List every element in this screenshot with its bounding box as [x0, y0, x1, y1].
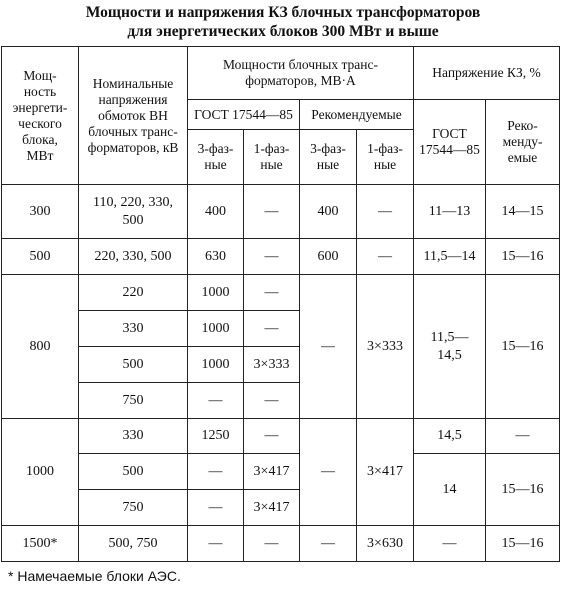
cell-voltage: 220, 330, 500: [79, 239, 188, 275]
table-title: [0, 3, 566, 41]
cell-sc-rec: 15—16: [486, 454, 560, 526]
cell-voltage: 500, 750: [79, 526, 188, 562]
cell-gost-3: 630: [188, 239, 244, 275]
cell-voltage: 330: [79, 419, 188, 454]
cell-gost-1: 3×417: [244, 490, 300, 526]
cell-voltage: 330: [79, 311, 188, 347]
cell-sc-gost: 14,5: [414, 419, 486, 454]
cell-rec-3: —: [300, 419, 357, 526]
table-row: [2, 419, 560, 454]
cell-sc-gost: —: [414, 526, 486, 562]
cell-rec-3: 600: [300, 239, 357, 275]
cell-rec-1: 3×417: [357, 419, 414, 526]
title-line-1: Мощности и напряжения КЗ блочных трансформаторов: [85, 4, 481, 21]
header-recommended: Рекомендуемые: [300, 100, 414, 130]
table-row: [2, 185, 560, 239]
header-sc-voltage: Напряжение КЗ, %: [414, 47, 560, 100]
cell-gost-1: —: [244, 275, 300, 311]
cell-voltage: 500: [79, 454, 188, 490]
cell-gost-3: 400: [188, 185, 244, 239]
cell-sc-rec: —: [486, 419, 560, 454]
table-row: [2, 526, 560, 562]
cell-voltage: 750: [79, 383, 188, 419]
table-row: [2, 454, 560, 490]
header-gost-three-phase: 3-фаз- ные: [188, 130, 244, 185]
table-row: [2, 239, 560, 275]
cell-gost-1: —: [244, 383, 300, 419]
cell-block: 500: [2, 239, 79, 275]
header-power-group: Мощности блочных транс- форматоров, МВ·А: [188, 47, 414, 100]
footnote: * Намечаемые блоки АЭС.: [8, 568, 181, 584]
header-block-power: Мощ- ность энергети- ческого блока, МВт: [2, 47, 79, 185]
cell-block: 800: [2, 275, 79, 419]
cell-gost-1: —: [244, 185, 300, 239]
title-line-2: для энергетических блоков 300 МВт и выше: [127, 23, 439, 40]
cell-block: 1500*: [2, 526, 79, 562]
cell-rec-3: 400: [300, 185, 357, 239]
cell-gost-3: —: [188, 454, 244, 490]
header-rec-three-phase: 3-фаз- ные: [300, 130, 357, 185]
cell-rec-1: —: [357, 185, 414, 239]
cell-voltage: 110, 220, 330, 500: [79, 185, 188, 239]
cell-rec-1: 3×333: [357, 275, 414, 419]
cell-gost-1: —: [244, 419, 300, 454]
header-gost: ГОСТ 17544—85: [188, 100, 300, 130]
cell-rec-1: 3×630: [357, 526, 414, 562]
header-nominal-voltage: Номинальные напряжения обмоток ВН блочных транс- форматоров, кВ: [79, 47, 188, 185]
cell-gost-3: —: [188, 526, 244, 562]
cell-gost-3: 1250: [188, 419, 244, 454]
header-rec-one-phase: 1-фаз- ные: [357, 130, 414, 185]
cell-sc-gost: 14: [414, 454, 486, 526]
cell-voltage: 220: [79, 275, 188, 311]
transformer-table: [1, 46, 560, 562]
cell-gost-3: 1000: [188, 347, 244, 383]
cell-sc-gost: 11,5— 14,5: [414, 275, 486, 419]
cell-voltage: 750: [79, 490, 188, 526]
header-sc-recommended: Реко- менду- емые: [486, 100, 560, 185]
header-sc-gost: ГОСТ 17544—85: [414, 100, 486, 185]
cell-block: 1000: [2, 419, 79, 526]
cell-gost-3: —: [188, 383, 244, 419]
cell-gost-1: —: [244, 526, 300, 562]
cell-rec-3: —: [300, 526, 357, 562]
cell-gost-1: —: [244, 239, 300, 275]
cell-gost-3: 1000: [188, 275, 244, 311]
cell-gost-3: 1000: [188, 311, 244, 347]
cell-sc-rec: 15—16: [486, 526, 560, 562]
cell-sc-rec: 14—15: [486, 185, 560, 239]
cell-gost-1: —: [244, 311, 300, 347]
header-gost-one-phase: 1-фаз- ные: [244, 130, 300, 185]
cell-sc-rec: 15—16: [486, 275, 560, 419]
cell-voltage: 500: [79, 347, 188, 383]
cell-block: 300: [2, 185, 79, 239]
cell-gost-3: —: [188, 490, 244, 526]
cell-sc-rec: 15—16: [486, 239, 560, 275]
cell-sc-gost: 11—13: [414, 185, 486, 239]
cell-rec-1: —: [357, 239, 414, 275]
cell-gost-1: 3×417: [244, 454, 300, 490]
table-row: [2, 275, 560, 311]
cell-sc-gost: 11,5—14: [414, 239, 486, 275]
cell-rec-3: —: [300, 275, 357, 419]
cell-gost-1: 3×333: [244, 347, 300, 383]
